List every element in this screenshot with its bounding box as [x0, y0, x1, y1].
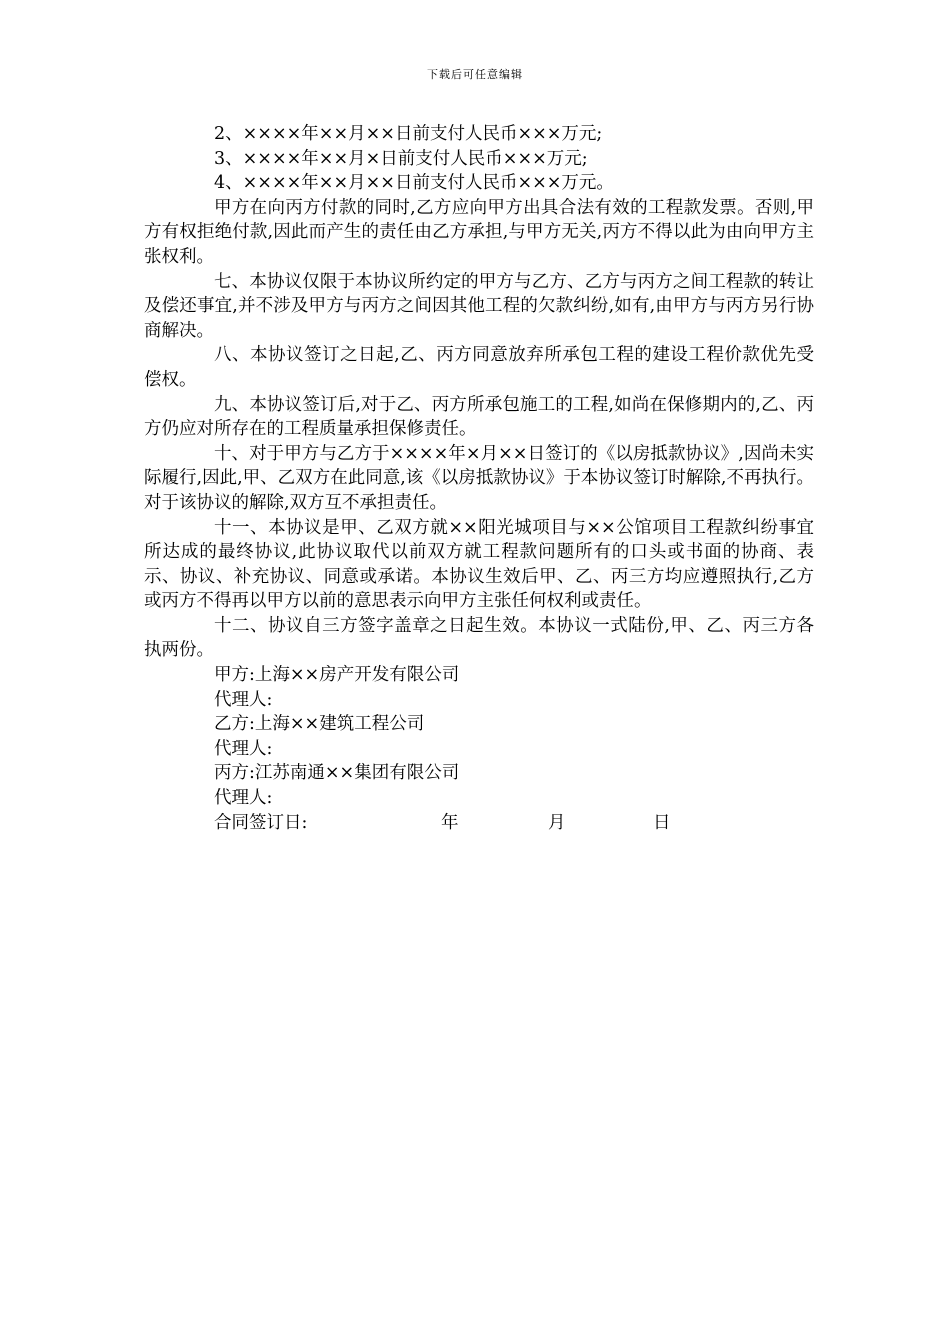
party-c-signature: 丙方:江苏南通××集团有限公司: [214, 763, 460, 784]
party-a-signature: 甲方:上海××房产开发有限公司: [214, 665, 460, 686]
document-body: [144, 122, 814, 835]
clause-10: 十、对于甲方与乙方于××××年×月××日签订的《以房抵款协议》,因尚未实际履行,因此,甲、乙双方在此同意,该《以房抵款协议》于本协议签订时解除,不再执行。对于该协议的解除,双方互不承担责任。: [144, 443, 814, 513]
party-c-agent: 代理人:: [214, 788, 273, 809]
party-b-signature: 乙方:上海××建筑工程公司: [214, 714, 425, 735]
signing-date-month: 月: [548, 812, 566, 833]
clause-12: 十二、协议自三方签字盖章之日起生效。本协议一式陆份,甲、乙、丙三方各执两份。: [144, 615, 814, 661]
signing-date-year: 年: [441, 812, 459, 833]
signing-date-label: 合同签订日:: [214, 812, 308, 833]
payment-item-2: 2、××××年××月××日前支付人民币×××万元;: [214, 124, 603, 144]
payment-item-4: 4、××××年××月××日前支付人民币×××万元。: [214, 173, 614, 194]
signing-date-line: [144, 811, 814, 836]
signing-date-day: 日: [653, 812, 671, 833]
payment-item-3: 3、××××年××月×日前支付人民币×××万元;: [214, 148, 588, 169]
page-header-note: 下载后可任意编辑: [427, 68, 523, 81]
party-b-agent: 代理人:: [214, 738, 273, 759]
clause-7: 七、本协议仅限于本协议所约定的甲方与乙方、乙方与丙方之间工程款的转让及偿还事宜,并不涉及甲方与丙方之间因其他工程的欠款纠纷,如有,由甲方与丙方另行协商解决。: [144, 271, 814, 341]
invoice-clause: 甲方在向丙方付款的同时,乙方应向甲方出具合法有效的工程款发票。否则,甲方有权拒绝付款,因此而产生的责任由乙方承担,与甲方无关,丙方不得以此为由向甲方主张权利。: [144, 197, 814, 267]
party-a-agent: 代理人:: [214, 689, 273, 710]
clause-8: 八、本协议签订之日起,乙、丙方同意放弃所承包工程的建设工程价款优先受偿权。: [144, 345, 814, 390]
clause-11: 十一、本协议是甲、乙双方就××阳光城项目与××公馆项目工程款纠纷事宜所达成的最终协议,此协议取代以前双方就工程款问题所有的口头或书面的协商、表示、协议、补充协议、同意或承诺。本协议生效后甲、乙、丙三方均应遵照执行,乙方或丙方不得再以甲方以前的意思表示向甲方主张任何权利或责任。: [144, 517, 814, 612]
clause-9: 九、本协议签订后,对于乙、丙方所承包施工的工程,如尚在保修期内的,乙、丙方仍应对所存在的工程质量承担保修责任。: [144, 394, 814, 440]
